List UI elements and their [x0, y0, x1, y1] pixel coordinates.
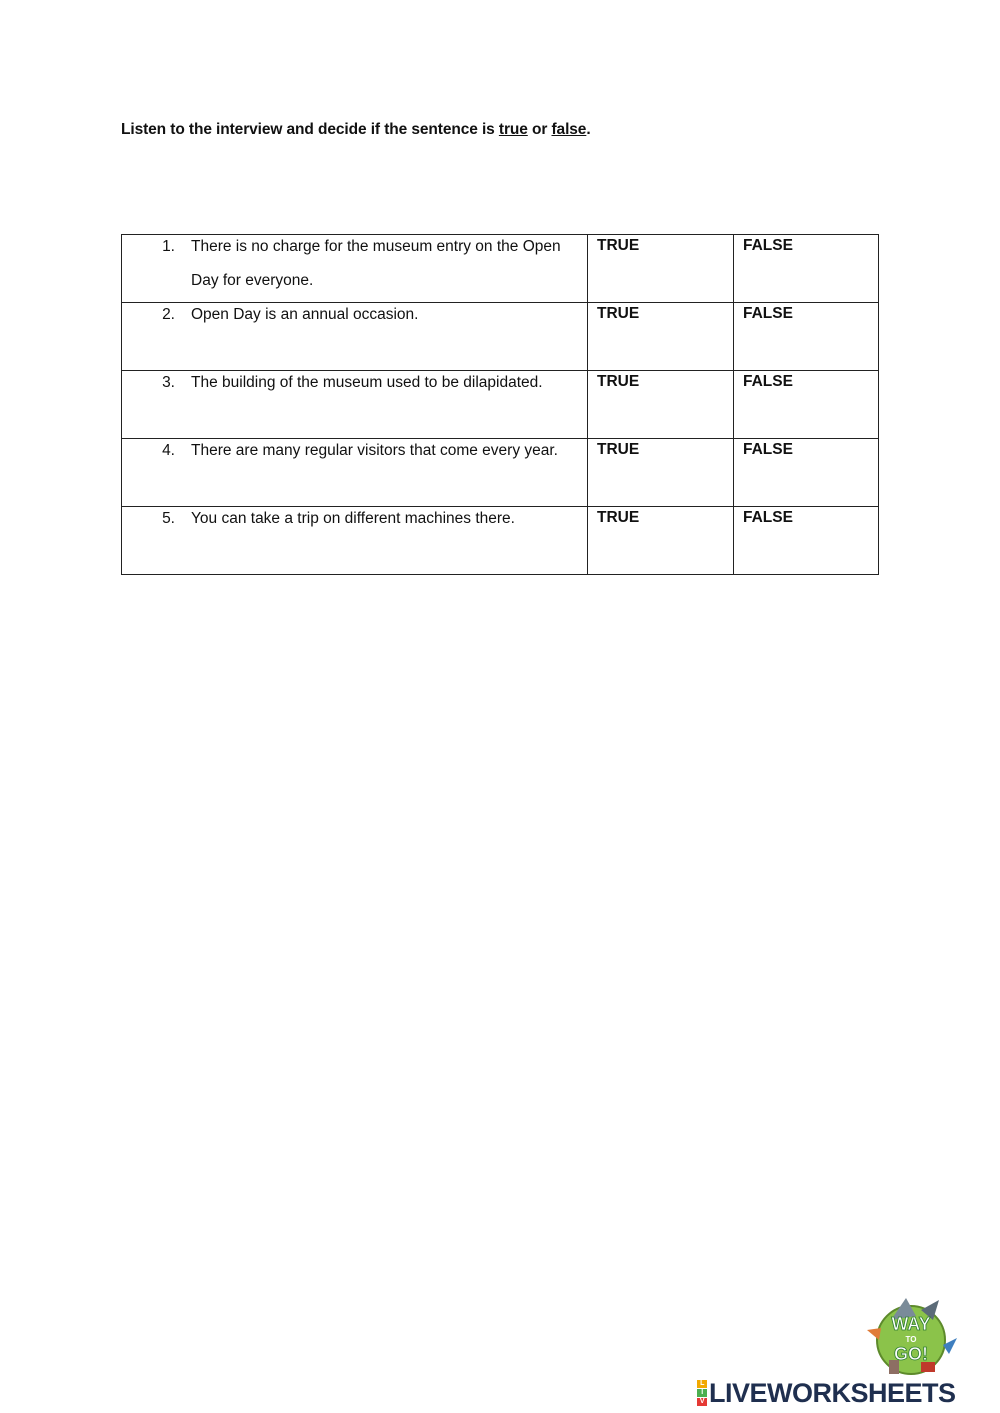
live-letters-icon: [697, 1380, 707, 1407]
question-number: 5.: [162, 510, 175, 527]
table-row: [122, 439, 879, 507]
true-option[interactable]: TRUE: [588, 303, 734, 371]
table-row: [122, 371, 879, 439]
badge-text-mid: TO: [905, 1335, 917, 1344]
false-option[interactable]: FALSE: [734, 303, 879, 371]
question-number: 2.: [162, 306, 175, 323]
badge-text-bottom: GO!: [894, 1344, 928, 1364]
question-cell: [122, 235, 588, 303]
false-option[interactable]: FALSE: [734, 371, 879, 439]
question-text: The building of the museum used to be dilapidated.: [191, 374, 543, 391]
instruction-middle: or: [527, 121, 552, 138]
false-option[interactable]: FALSE: [734, 235, 879, 303]
brand-wordmark: [697, 1378, 956, 1409]
question-cell: [122, 303, 588, 371]
live-letter: I: [697, 1389, 707, 1397]
true-option[interactable]: TRUE: [588, 439, 734, 507]
table-row: [122, 235, 879, 303]
question-number: 1.: [162, 238, 175, 255]
instruction-text: [121, 121, 591, 139]
brand-text: LIVEWORKSHEETS: [709, 1378, 956, 1408]
true-false-table: [121, 234, 879, 575]
table-row: [122, 303, 879, 371]
table-row: [122, 507, 879, 575]
question-number: 4.: [162, 442, 175, 459]
question-text: Open Day is an annual occasion.: [191, 306, 419, 323]
true-option[interactable]: TRUE: [588, 507, 734, 575]
false-option[interactable]: FALSE: [734, 507, 879, 575]
liveworksheets-logo: [697, 1290, 997, 1410]
instruction-true-word: true: [498, 121, 528, 138]
way-to-go-badge-icon: [861, 1290, 961, 1378]
live-letter: L: [697, 1380, 707, 1388]
question-number: 3.: [162, 374, 175, 391]
instruction-prefix: Listen to the interview and decide if the sentence is: [121, 121, 499, 138]
question-cell: [122, 507, 588, 575]
instruction-false-word: false: [551, 121, 587, 138]
question-cell: [122, 439, 588, 507]
true-option[interactable]: TRUE: [588, 371, 734, 439]
question-cell: [122, 371, 588, 439]
question-text: There are many regular visitors that come every year.: [191, 442, 558, 459]
live-letter: V: [697, 1398, 707, 1406]
question-text: You can take a trip on different machines there.: [191, 510, 515, 527]
true-option[interactable]: TRUE: [588, 235, 734, 303]
instruction-suffix: .: [586, 121, 591, 138]
badge-text-top: WAY: [891, 1314, 931, 1334]
question-text: There is no charge for the museum entry on the Open Day for everyone.: [191, 238, 561, 289]
false-option[interactable]: FALSE: [734, 439, 879, 507]
